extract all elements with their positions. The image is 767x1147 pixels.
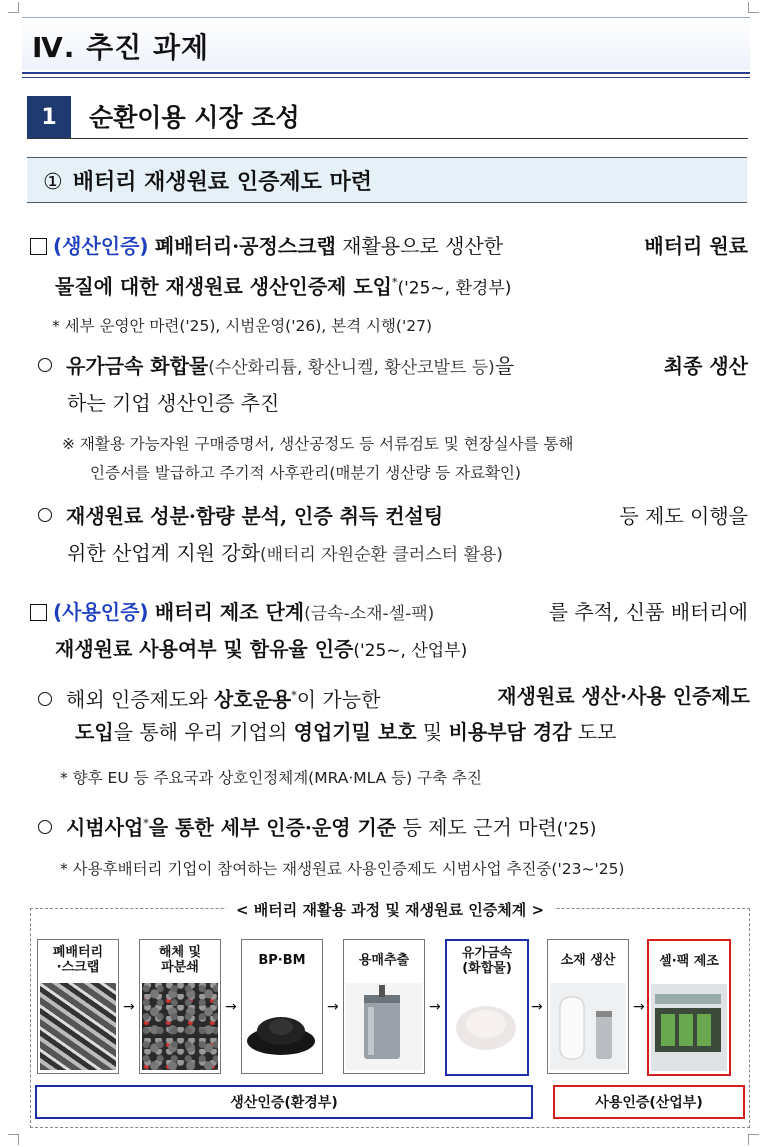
text-bold: 재생원료 사용여부 및 함유율 인증 (55, 637, 354, 661)
paragraph-interop-line1 (38, 683, 750, 713)
text: ('25~, 산업부) (353, 641, 468, 661)
text: 도모 (571, 720, 617, 744)
text: 를 추적, 신품 배터리에 (548, 600, 748, 624)
text: 등 제도 이행을 (619, 504, 748, 528)
heading-number-badge: 1 (27, 96, 71, 138)
paragraph-usage-line2 (55, 636, 467, 664)
arrow-icon: → (633, 999, 645, 1015)
text-bold: 비용부담 경감 (448, 720, 572, 744)
figure-title (31, 899, 749, 920)
heading-title: 순환이용 시장 조성 (89, 103, 300, 132)
arrow-icon: → (327, 999, 339, 1015)
figure-title-text: < 배터리 재활용 과정 및 재생원료 인증체계 > (226, 901, 554, 919)
text: (금속-소재-셀-팩) (304, 604, 435, 624)
extraction-tank (346, 983, 420, 1069)
step-card (445, 939, 529, 1076)
page-corner-mark (748, 2, 759, 13)
text: 재활용으로 생산한 (335, 234, 504, 258)
text-bold: 재생원료 성분·함량 분석, 인증 취득 컨설팅 (66, 504, 444, 528)
footnote-mark: * (143, 817, 149, 830)
text-bold: 폐배터리·공정스크랩 (154, 234, 336, 258)
page-corner-mark (8, 1134, 19, 1145)
paragraph-production-line1 (30, 233, 748, 259)
heading-divider (27, 138, 748, 139)
text-bold: 최종 생산 (663, 354, 748, 378)
crushed-material-photo-icon (142, 983, 218, 1070)
text-bold: 재생원료 생산인증제 도입 (165, 274, 392, 299)
footnote-mark: * (391, 276, 398, 289)
paragraph-metal-line1 (38, 353, 748, 381)
text: 위한 산업계 지원 강화 (67, 541, 260, 565)
paragraph-interop-line2 (75, 719, 616, 745)
paragraph-metal-line2: 하는 기업 생산인증 추진 (67, 391, 280, 415)
text-bold: 상호운용 (213, 687, 292, 712)
circle-bullet-icon (38, 820, 52, 834)
text: 등 제도 근거 마련 (396, 815, 557, 840)
paragraph-support-line1 (38, 503, 748, 529)
black-mass-photo-icon (244, 983, 320, 1070)
step-label: 해체 및 파분쇄 (158, 945, 202, 975)
text: 해외 인증제도와 (66, 687, 214, 712)
arrow-icon: → (225, 999, 237, 1015)
extraction-tank-photo-icon (346, 983, 422, 1070)
black-mass-pile (244, 983, 318, 1069)
text: 을 통해 우리 기업의 (113, 720, 294, 744)
circle-bullet-icon (38, 508, 52, 522)
text-bold: 배터리 원료 (644, 234, 748, 258)
step-card (547, 939, 629, 1074)
page-corner-mark (8, 2, 19, 13)
text: ('25~, 환경부) (397, 278, 512, 299)
step-label: BP·BM (258, 952, 306, 968)
step-label: 유가금속 (화합물) (461, 946, 513, 976)
text-bold: 유가금속 화합물 (66, 354, 209, 378)
battery-pack (651, 984, 725, 1070)
step-card (37, 939, 119, 1074)
step-card (241, 939, 323, 1074)
arrow-icon: → (429, 999, 441, 1015)
note-metal-line2: 인증서를 발급하고 주기적 사후관리(매분기 생산량 등 자료확인) (90, 464, 521, 482)
text-bold: 물질에 대한 (55, 274, 166, 299)
production-cert-tag: (생산인증) (53, 234, 149, 258)
paragraph-production-line2 (55, 270, 511, 302)
circle-bullet-icon (38, 358, 52, 372)
metal-compound-powder-photo-icon (449, 984, 525, 1071)
cell-pack-manufacturing-photo-icon (651, 984, 727, 1071)
step-label: 소재 생산 (560, 952, 616, 968)
subheading-text: 배터리 재생원료 인증제도 마련 (72, 170, 372, 195)
usage-cert-bar: 사용인증(산업부) (553, 1085, 745, 1119)
circle-bullet-icon (38, 692, 52, 706)
subheading-title (43, 165, 372, 196)
text: ('25) (556, 819, 597, 840)
note-pilot: * 사용후배터리 기업이 참여하는 재생원료 사용인증제도 시범사업 추진중('23~'25) (60, 860, 625, 878)
subheading-box (27, 157, 747, 203)
text-bold: 도입 (75, 720, 114, 744)
paragraph-usage-line1 (30, 599, 748, 627)
step-card (139, 939, 221, 1074)
arrow-icon: → (123, 999, 135, 1015)
note-metal-line1: ※ 재활용 가능자원 구매증명서, 생산공정도 등 서류검토 및 현장실사를 통해 (62, 435, 574, 453)
material-production-photo-icon (550, 983, 626, 1070)
usage-cert-tag: (사용인증) (53, 600, 149, 624)
step-card (343, 939, 425, 1074)
paragraph-support-line2 (67, 540, 503, 568)
subheading-marker: ① (43, 170, 63, 195)
cylinder-cells (550, 983, 624, 1069)
page-corner-mark (748, 1134, 759, 1145)
checkbox-bullet-icon (30, 604, 47, 621)
text: 이 가능한 (296, 687, 381, 712)
recycling-process-figure (30, 901, 750, 1128)
arrow-icon: → (531, 999, 543, 1015)
section-title: Ⅳ. 추진 과제 (32, 31, 210, 64)
text: (배터리 자원순환 클러스터 활용) (259, 545, 503, 565)
text-bold: 시범사업 (66, 815, 144, 840)
note-interop: * 향후 EU 등 주요국과 상호인정체계(MRA·MLA 등) 구축 추진 (60, 769, 482, 787)
text-bold: 을 통한 세부 인증·운영 기준 (148, 815, 397, 840)
text: 을 (494, 354, 515, 378)
step-card (647, 939, 731, 1076)
powder-pile (449, 984, 523, 1070)
production-cert-bar: 생산인증(환경부) (35, 1085, 533, 1119)
text: 및 (416, 720, 449, 744)
step-label: 셀·팩 제조 (659, 953, 719, 969)
text-bold: 재생원료 생산·사용 인증제도 (497, 684, 750, 708)
checkbox-bullet-icon (30, 238, 47, 255)
paragraph-pilot-line1 (38, 811, 596, 843)
text-bold: 배터리 제조 단계 (154, 600, 305, 624)
note-production-schedule: * 세부 운영안 마련('25), 시범운영('26), 본격 시행('27) (52, 317, 432, 335)
step-label: 용매추출 (358, 952, 410, 968)
section-header (22, 17, 750, 70)
text: (수산화리튬, 황산니켈, 황산코발트 등) (208, 358, 495, 378)
battery-scrap-photo-icon (40, 983, 116, 1070)
footnote-mark: * (291, 689, 297, 702)
step-label: 폐배터리 ·스크랩 (52, 945, 104, 975)
text-bold: 영업기밀 보호 (293, 720, 417, 744)
